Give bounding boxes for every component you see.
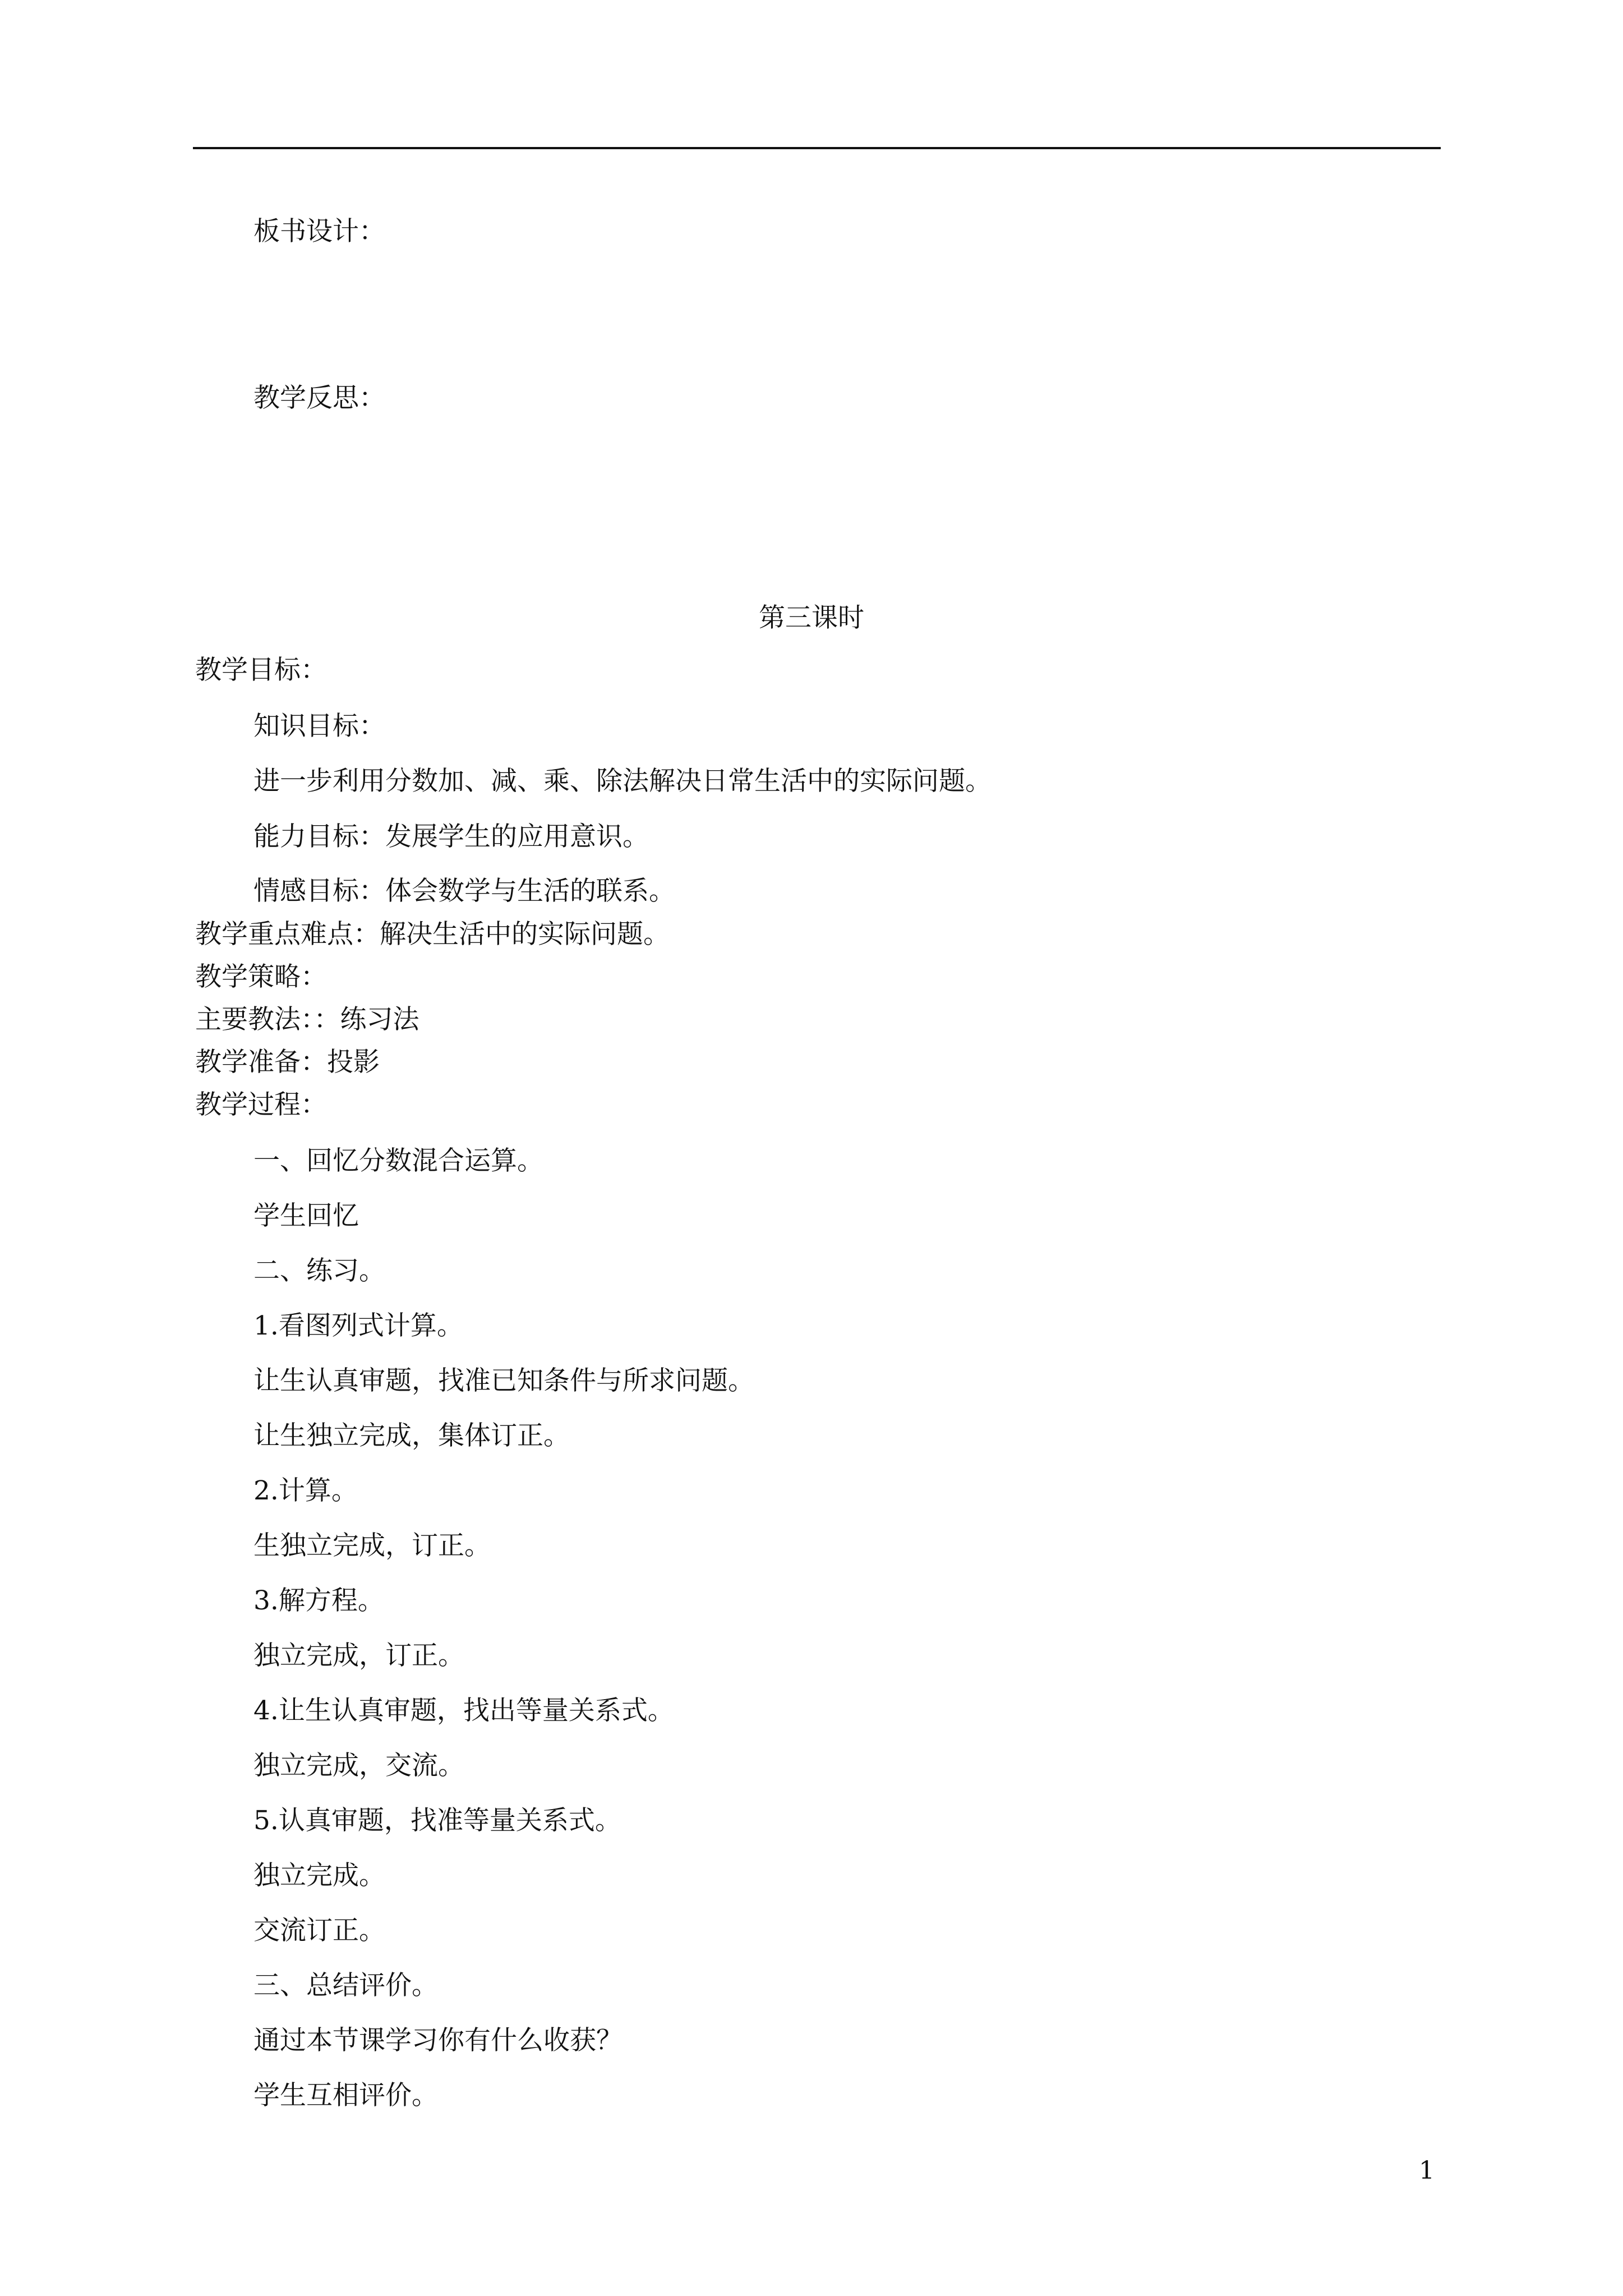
process-line: 学生互相评价。 — [253, 2080, 438, 2111]
process-line: 交流订正。 — [253, 1915, 385, 1946]
process-line: 让生独立完成，集体订正。 — [253, 1420, 570, 1451]
process-line: 独立完成，订正。 — [253, 1640, 464, 1671]
process-line: 3.解方程。 — [253, 1585, 384, 1616]
process-line: 让生认真审题，找准已知条件与所求问题。 — [253, 1365, 754, 1396]
header-rule — [193, 147, 1441, 149]
knowledge-objective-text: 进一步利用分数加、减、乘、除法解决日常生活中的实际问题。 — [253, 766, 992, 797]
knowledge-objective-label: 知识目标： — [253, 711, 385, 742]
process-line: 学生回忆 — [253, 1200, 359, 1231]
process-heading: 教学过程： — [195, 1089, 327, 1120]
ability-objective: 能力目标：发展学生的应用意识。 — [253, 821, 649, 852]
process-line: 三、总结评价。 — [253, 1970, 438, 2001]
page-number: 1 — [1419, 2156, 1435, 2185]
process-line: 一、回忆分数混合运算。 — [253, 1145, 543, 1176]
process-line: 5.认真审题，找准等量关系式。 — [253, 1805, 621, 1836]
process-line: 1.看图列式计算。 — [253, 1310, 463, 1341]
key-points: 教学重点难点：解决生活中的实际问题。 — [195, 919, 670, 950]
objectives-heading: 教学目标： — [195, 655, 327, 685]
blackboard-design-label: 板书设计： — [253, 216, 385, 247]
teaching-reflection-label: 教学反思： — [253, 383, 385, 413]
preparation: 教学准备：投影 — [195, 1047, 380, 1078]
process-line: 生独立完成，订正。 — [253, 1530, 491, 1561]
process-line: 通过本节课学习你有什么收获？ — [253, 2025, 623, 2056]
process-line: 4.让生认真审题，找出等量关系式。 — [253, 1695, 674, 1726]
process-line: 独立完成，交流。 — [253, 1750, 464, 1781]
process-line: 二、练习。 — [253, 1255, 385, 1286]
process-line: 独立完成。 — [253, 1860, 385, 1891]
lesson-title: 第三课时 — [759, 602, 864, 633]
main-method: 主要教法：：练习法 — [195, 1004, 419, 1035]
strategy-heading: 教学策略： — [195, 961, 327, 992]
emotion-objective: 情感目标：体会数学与生活的联系。 — [253, 876, 675, 907]
process-line: 2.计算。 — [253, 1475, 358, 1506]
